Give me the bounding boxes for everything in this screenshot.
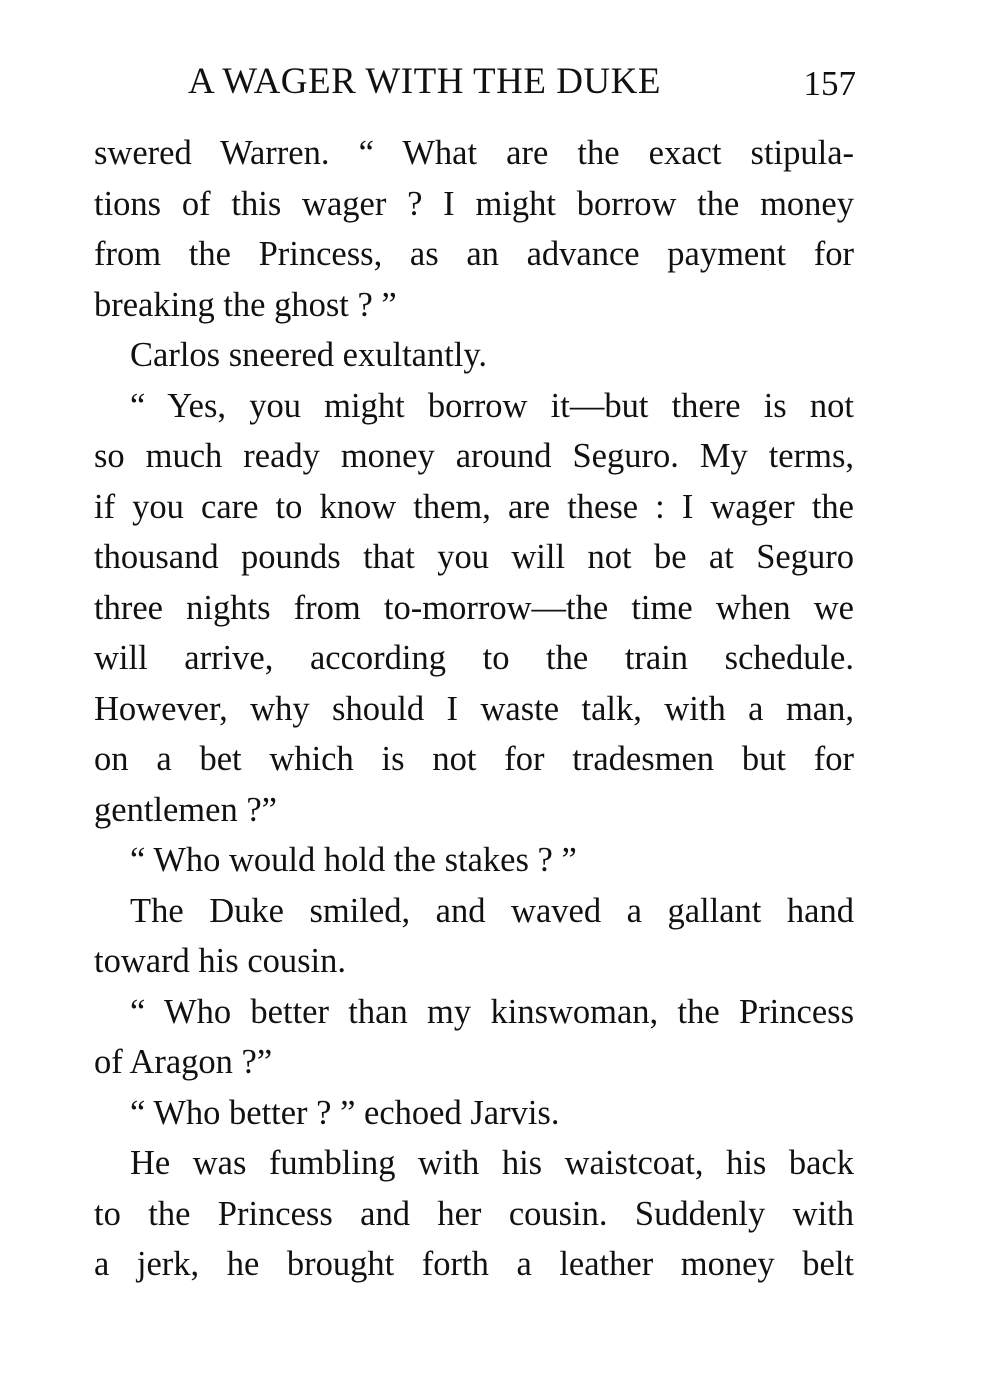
page-number: 157 [803, 64, 856, 103]
text-line: if you care to know them, are these : I wager the [94, 487, 854, 526]
text-line: “ Yes, you might borrow it—but there is not [130, 386, 854, 425]
text-line: “ Who would hold the stakes ? ” [130, 841, 577, 879]
text-line: Carlos sneered exultantly. [130, 336, 488, 374]
text-line: will arrive, according to the train schedule. [94, 639, 854, 677]
text-line: three nights from to-morrow—the time when we [94, 588, 854, 627]
running-head [94, 60, 856, 110]
text-line: to the Princess and her cousin. Suddenly with [94, 1194, 854, 1233]
text-line: However, why should I waste talk, with a man, [94, 689, 854, 728]
text-line: tions of this wager ? I might borrow the money [94, 184, 854, 223]
text-line: breaking the ghost ? ” [94, 285, 397, 324]
text-line: thousand pounds that you will not be at Seguro [94, 538, 854, 576]
text-line: He was fumbling with his waistcoat, his back [130, 1144, 854, 1182]
text-line: so much ready money around Seguro. My terms, [94, 437, 854, 475]
text-line: swered Warren. “ What are the exact stipula- [94, 134, 854, 172]
text-line: of Aragon ?” [94, 1043, 273, 1081]
text-line: The Duke smiled, and waved a gallant hand [130, 891, 854, 930]
text-line: a jerk, he brought forth a leather money belt [94, 1245, 854, 1283]
text-line: from the Princess, as an advance payment for [94, 235, 854, 273]
text-line: on a bet which is not for tradesmen but for [94, 740, 854, 778]
running-title: A WAGER WITH THE DUKE [188, 61, 661, 102]
text-line: gentlemen ?” [94, 790, 277, 829]
text-line: “ Who better than my kinswoman, the Princess [130, 992, 854, 1031]
text-line: “ Who better ? ” echoed Jarvis. [130, 1093, 560, 1132]
body-text [94, 128, 854, 1290]
text-line: toward his cousin. [94, 942, 347, 980]
